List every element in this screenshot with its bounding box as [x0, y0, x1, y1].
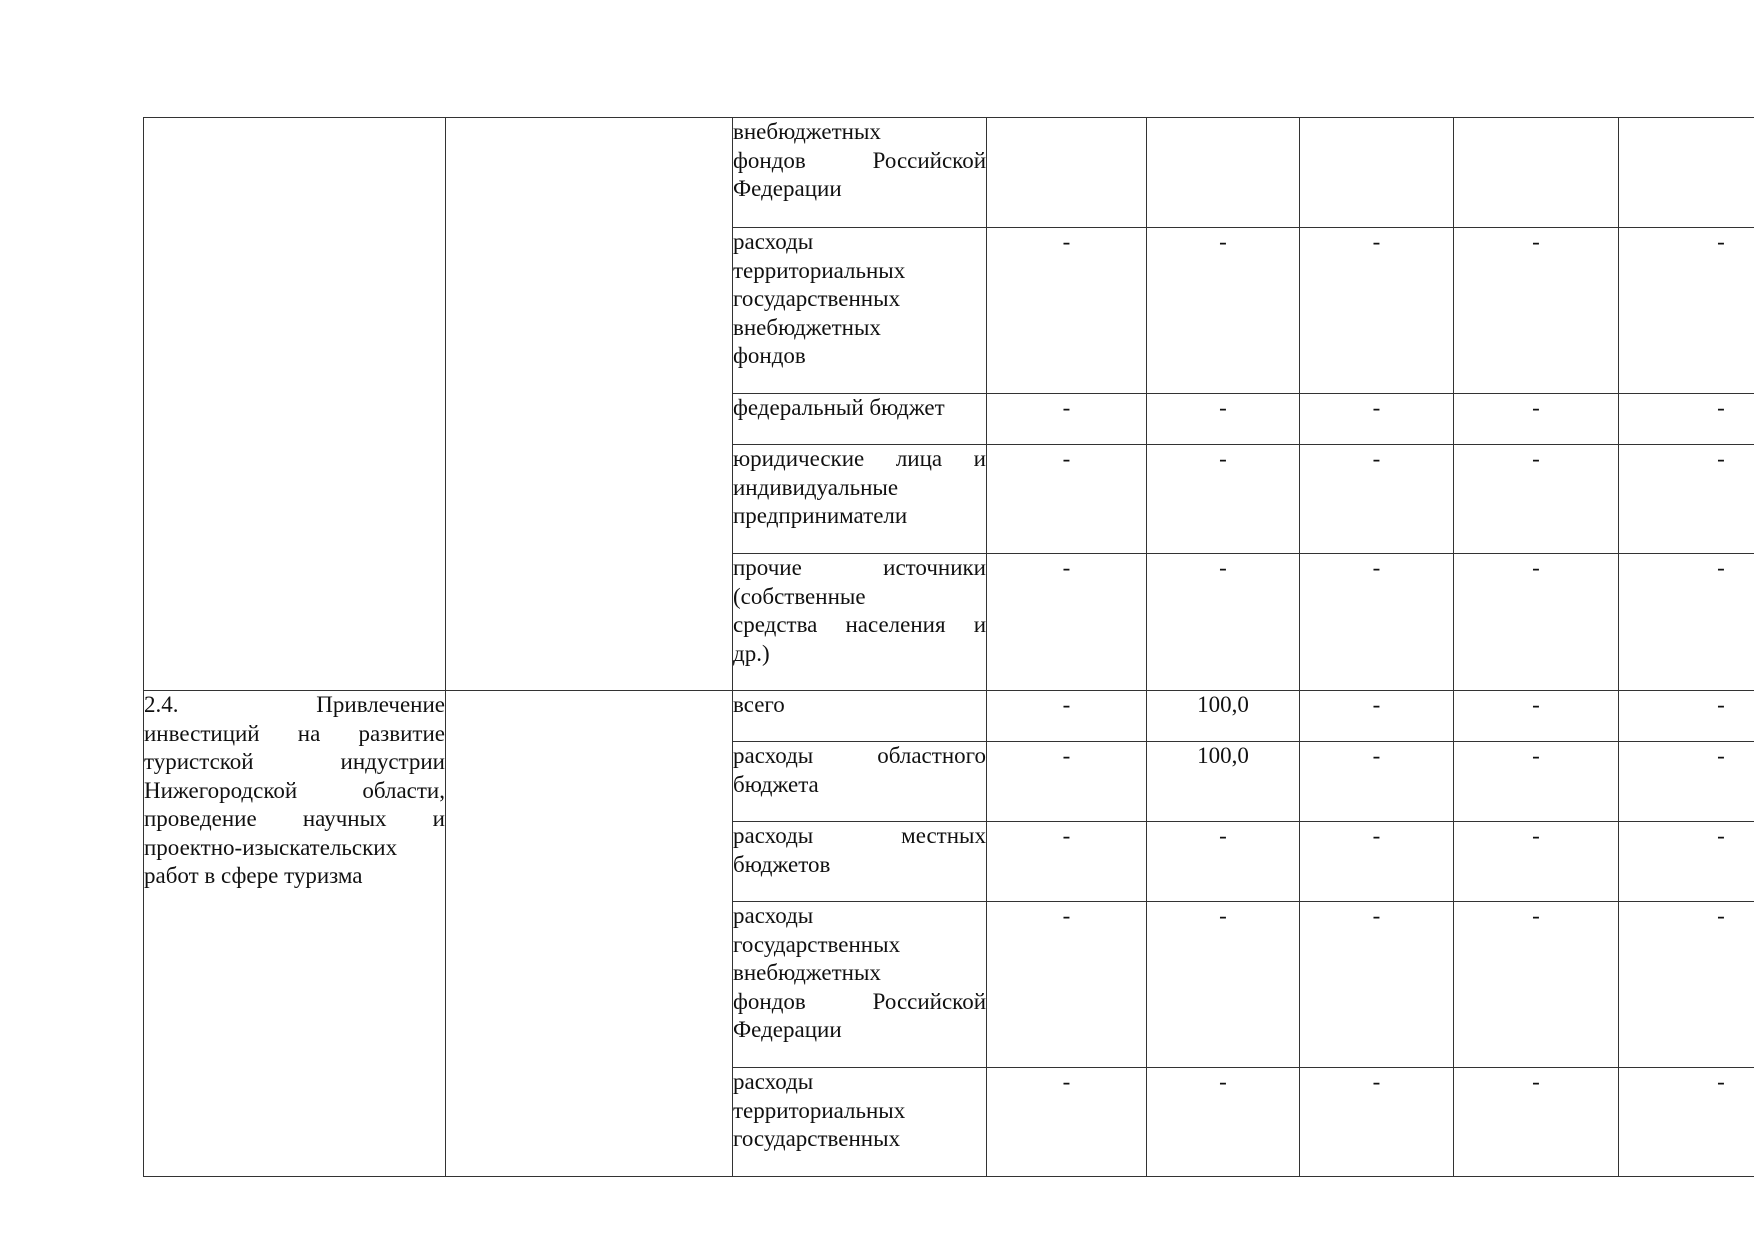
value-cell-year-3: - [1300, 445, 1454, 554]
measure-cell [144, 118, 446, 691]
value-cell-year-5: - [1619, 742, 1754, 822]
table-row [144, 118, 1754, 228]
funding-source-line: индивидуальные [733, 474, 899, 500]
measure-text-line: инвестиций на развитие [144, 720, 445, 746]
value-cell-year-4 [1454, 118, 1619, 228]
value-cell-year-1: - [987, 691, 1147, 742]
value-cell-year-5: - [1619, 1068, 1754, 1177]
value-cell-year-5: - [1619, 822, 1754, 902]
value-cell-year-2 [1147, 118, 1300, 228]
funding-source-cell [733, 118, 987, 228]
value-cell-year-4: - [1454, 554, 1619, 691]
funding-source-cell [733, 228, 987, 394]
funding-source-cell [733, 554, 987, 691]
value-cell-year-3: - [1300, 902, 1454, 1068]
value-cell-year-4: - [1454, 742, 1619, 822]
value-cell-year-1: - [987, 822, 1147, 902]
funding-source-line: средства населения и [733, 612, 986, 637]
funding-source-cell [733, 742, 987, 822]
value-cell-year-3: - [1300, 228, 1454, 394]
executor-cell [446, 691, 733, 1177]
measure-cell [144, 691, 446, 1177]
funding-source-line: расходы местных [733, 823, 986, 848]
value-cell-year-3: - [1300, 554, 1454, 691]
value-cell-year-5 [1619, 118, 1754, 228]
executor-cell [446, 118, 733, 691]
value-cell-year-3: - [1300, 822, 1454, 902]
value-cell-year-4: - [1454, 394, 1619, 445]
table-body [144, 118, 1754, 1177]
funding-source-line: бюджетов [733, 851, 831, 877]
value-cell-year-1: - [987, 1068, 1147, 1177]
table-row [144, 691, 1754, 742]
measure-text-line: проведение научных и [144, 806, 445, 831]
measure-text-line: туристской индустрии [144, 749, 445, 774]
funding-source-line: предприниматели [733, 503, 908, 528]
value-cell-year-2: - [1147, 554, 1300, 691]
value-cell-year-4: - [1454, 822, 1619, 902]
funding-source-line: внебюджетных [733, 960, 881, 985]
funding-source-line: фондов [733, 343, 806, 368]
value-cell-year-1: - [987, 228, 1147, 394]
value-cell-year-4: - [1454, 1068, 1619, 1177]
value-cell-year-3: - [1300, 691, 1454, 742]
funding-source-line: Федерации [733, 176, 842, 201]
value-cell-year-1: - [987, 394, 1147, 445]
measure-text-line: работ в сфере туризма [144, 863, 363, 888]
measure-text-line: 2.4. Привлечение [144, 692, 445, 717]
funding-source-line: (собственные [733, 583, 866, 609]
value-cell-year-1: - [987, 902, 1147, 1068]
funding-source-line: др.) [733, 640, 770, 666]
measure-text-line: проектно-изыскательских [144, 834, 398, 860]
funding-source-line: государственных [733, 1126, 901, 1151]
value-cell-year-4: - [1454, 691, 1619, 742]
funding-source-cell [733, 902, 987, 1068]
funding-source-line: фондов Российской [733, 147, 986, 173]
value-cell-year-4: - [1454, 228, 1619, 394]
value-cell-year-5: - [1619, 902, 1754, 1068]
value-cell-year-3: - [1300, 394, 1454, 445]
funding-source-cell [733, 445, 987, 554]
value-cell-year-1: - [987, 554, 1147, 691]
value-cell-year-1: - [987, 742, 1147, 822]
value-cell-year-2: - [1147, 902, 1300, 1068]
value-cell-year-1: - [987, 445, 1147, 554]
funding-table [143, 117, 1754, 1177]
funding-source-cell [733, 822, 987, 902]
value-cell-year-2: 100,0 [1147, 742, 1300, 822]
funding-source-line: государственных [733, 286, 901, 311]
funding-source-cell [733, 394, 987, 445]
funding-source-line: государственных [733, 931, 901, 957]
value-cell-year-2: - [1147, 394, 1300, 445]
funding-source-line: бюджета [733, 771, 819, 797]
funding-source-line: всего [733, 692, 785, 717]
funding-source-line: расходы [733, 1069, 814, 1094]
value-cell-year-5: - [1619, 554, 1754, 691]
funding-source-line: прочие источники [733, 555, 986, 580]
funding-source-line: расходы [733, 229, 814, 254]
funding-source-line: внебюджетных [733, 314, 881, 340]
funding-source-line: расходы [733, 903, 814, 928]
funding-source-line: юридические лица и [733, 446, 986, 471]
funding-source-line: федеральный бюджет [733, 395, 945, 420]
value-cell-year-3 [1300, 118, 1454, 228]
value-cell-year-2: - [1147, 445, 1300, 554]
value-cell-year-4: - [1454, 445, 1619, 554]
value-cell-year-4: - [1454, 902, 1619, 1068]
value-cell-year-5: - [1619, 394, 1754, 445]
value-cell-year-2: - [1147, 1068, 1300, 1177]
value-cell-year-5: - [1619, 445, 1754, 554]
funding-source-cell [733, 1068, 987, 1177]
value-cell-year-2: 100,0 [1147, 691, 1300, 742]
value-cell-year-5: - [1619, 228, 1754, 394]
funding-source-line: территориальных [733, 257, 906, 283]
value-cell-year-3: - [1300, 742, 1454, 822]
value-cell-year-2: - [1147, 822, 1300, 902]
value-cell-year-2: - [1147, 228, 1300, 394]
value-cell-year-3: - [1300, 1068, 1454, 1177]
funding-source-cell [733, 691, 987, 742]
funding-source-line: расходы областного [733, 743, 986, 768]
funding-source-line: территориальных [733, 1097, 906, 1123]
value-cell-year-1 [987, 118, 1147, 228]
value-cell-year-5: - [1619, 691, 1754, 742]
funding-source-line: Федерации [733, 1017, 842, 1042]
funding-source-line: фондов Российской [733, 988, 986, 1014]
measure-text-line: Нижегородской области, [144, 777, 445, 803]
funding-source-line: внебюджетных [733, 119, 881, 144]
